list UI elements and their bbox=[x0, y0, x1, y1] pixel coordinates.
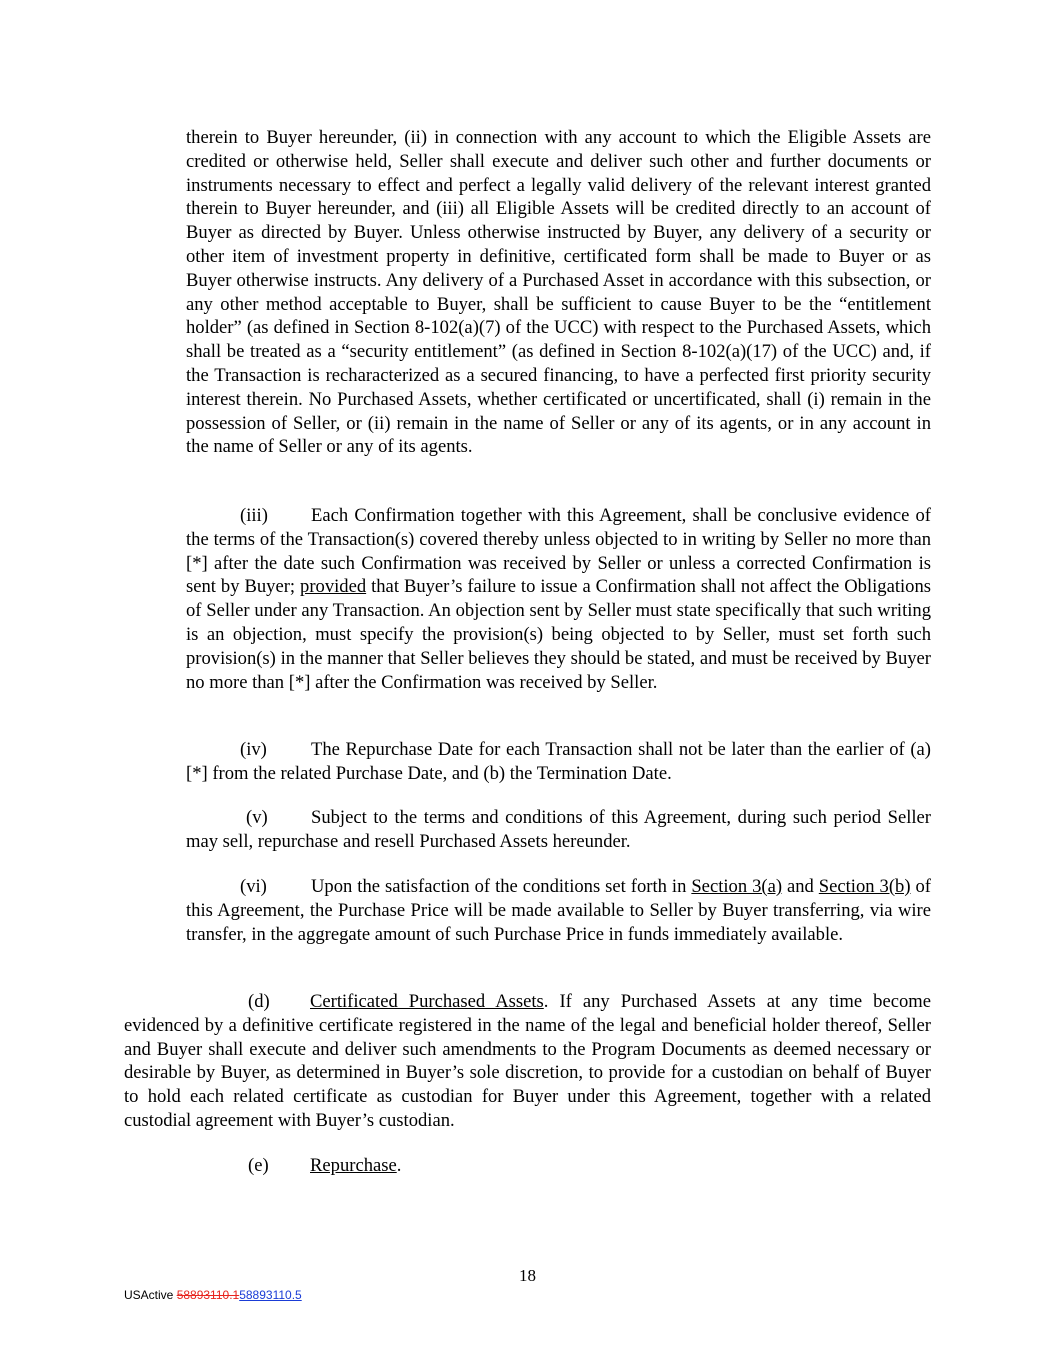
paragraph-e-number: (e) bbox=[248, 1155, 269, 1176]
provided-term: provided bbox=[300, 576, 367, 598]
paragraph-e-heading: Repurchase bbox=[310, 1155, 397, 1176]
paragraph-vi-text-c: of this Agreement, the Purchase Price will be made available to Seller by Buyer transferring, via wire transfer, in the aggregate amount of such Purchase Price in funds immediately available. bbox=[186, 876, 931, 945]
section-3b-reference: Section 3(b) bbox=[818, 876, 911, 897]
paragraph-iii-text-a: Each Confirmation together with this Agreement, shall be conclusive evidence of the terms of the Transaction(s) covered thereby unless objected to in writing by Seller no more than [*] after the date such Confirmation was received by Seller or unless a corrected Confirmation is sent by Buyer; bbox=[186, 505, 931, 598]
paragraph-d-number: (d) bbox=[248, 991, 270, 1012]
paragraph-v bbox=[186, 806, 931, 854]
paragraph-vi-text-a: Upon the satisfaction of the conditions set forth in bbox=[311, 876, 692, 897]
inserted-document-id: 58893110.5 bbox=[239, 1288, 302, 1302]
paragraph-vi-text-b: and bbox=[782, 876, 819, 897]
paragraph-vi-number: (vi) bbox=[240, 876, 267, 897]
paragraph-v-text: Subject to the terms and conditions of this Agreement, during such period Seller may sell, repurchase and resell Purchased Assets hereunder. bbox=[186, 807, 931, 852]
page-number: 18 bbox=[519, 1266, 536, 1285]
paragraph-e bbox=[124, 1154, 931, 1178]
document-id bbox=[124, 1288, 302, 1302]
paragraph-d-text: . If any Purchased Assets at any time become evidenced by a definitive certificate registered in the name of the legal and beneficial holder thereof, Seller and Buyer shall execute and deliver such amendments to the Program Documents as deemed necessary or desirable by Buyer, as determined in Buyer’s sole discretion, to provide for a custodian on behalf of Buyer to hold each related certificate as custodian for Buyer under this Agreement, together with a related custodial agreement with Buyer’s custodian. bbox=[124, 991, 931, 1131]
paragraph-d bbox=[124, 990, 931, 1133]
paragraph-iv bbox=[186, 738, 931, 786]
paragraph-continuation: therein to Buyer hereunder, (ii) in connection with any account to which the Eligible Assets are credited or otherwise held, Seller shall execute and deliver such other and further documents or instruments necessary to effect and perfect a legally valid delivery of the relevant interest granted therein to Buyer hereunder, and (iii) all Eligible Assets will be credited directly to an account of Buyer as directed by Buyer. Unless otherwise instructed by Buyer, any delivery of a security or other item of investment property in definitive, certificated form shall be made to Buyer or as Buyer otherwise instructs. Any delivery of a Purchased Asset in accordance with this subsection, or any other method acceptable to Buyer, shall be sufficient to cause Buyer to be the “entitlement holder” (as defined in Section 8-102(a)(7) of the UCC) with respect to the Purchased Assets, which shall be treated as a “security entitlement” (as defined in Section 8-102(a)(17) of the UCC) and, if the Transaction is recharacterized as a secured financing, to have a perfected first priority security interest therein. No Purchased Assets, whether certificated or uncertificated, shall (i) remain in the possession of Seller, or (ii) remain in the name of Seller or any of its agents, or in any account in the name of Seller or any of its agents. bbox=[186, 127, 931, 458]
paragraph-iii-text-b: that Buyer’s failure to issue a Confirmation shall not affect the Obligations of Seller under any Transaction. An objection sent by Seller must state specifically that such writing is an objection, must specify the provision(s) being objected to by Seller, must set forth such provision(s) in the manner that Seller believes they should be stated, and must be received by Buyer no more than [*] after the Confirmation was received by Seller. bbox=[186, 576, 931, 693]
section-3a-reference: Section 3(a) bbox=[691, 876, 783, 897]
deleted-document-id: 58893110.1 bbox=[176, 1288, 240, 1302]
paragraph-iii-number: (iii) bbox=[240, 505, 268, 526]
paragraph-d-heading: Certificated Purchased Assets bbox=[310, 991, 544, 1012]
paragraph-iv-text: The Repurchase Date for each Transaction shall not be later than the earlier of (a) [*] from the related Purchase Date, and (b) the Termination Date. bbox=[186, 739, 931, 784]
paragraph-e-text: . bbox=[396, 1155, 402, 1176]
paragraph-iv-number: (iv) bbox=[240, 739, 267, 760]
paragraph-v-number: (v) bbox=[246, 807, 268, 828]
paragraph-iii bbox=[186, 504, 931, 694]
paragraph-vi bbox=[186, 875, 931, 946]
document-id-prefix: USActive bbox=[124, 1288, 177, 1302]
